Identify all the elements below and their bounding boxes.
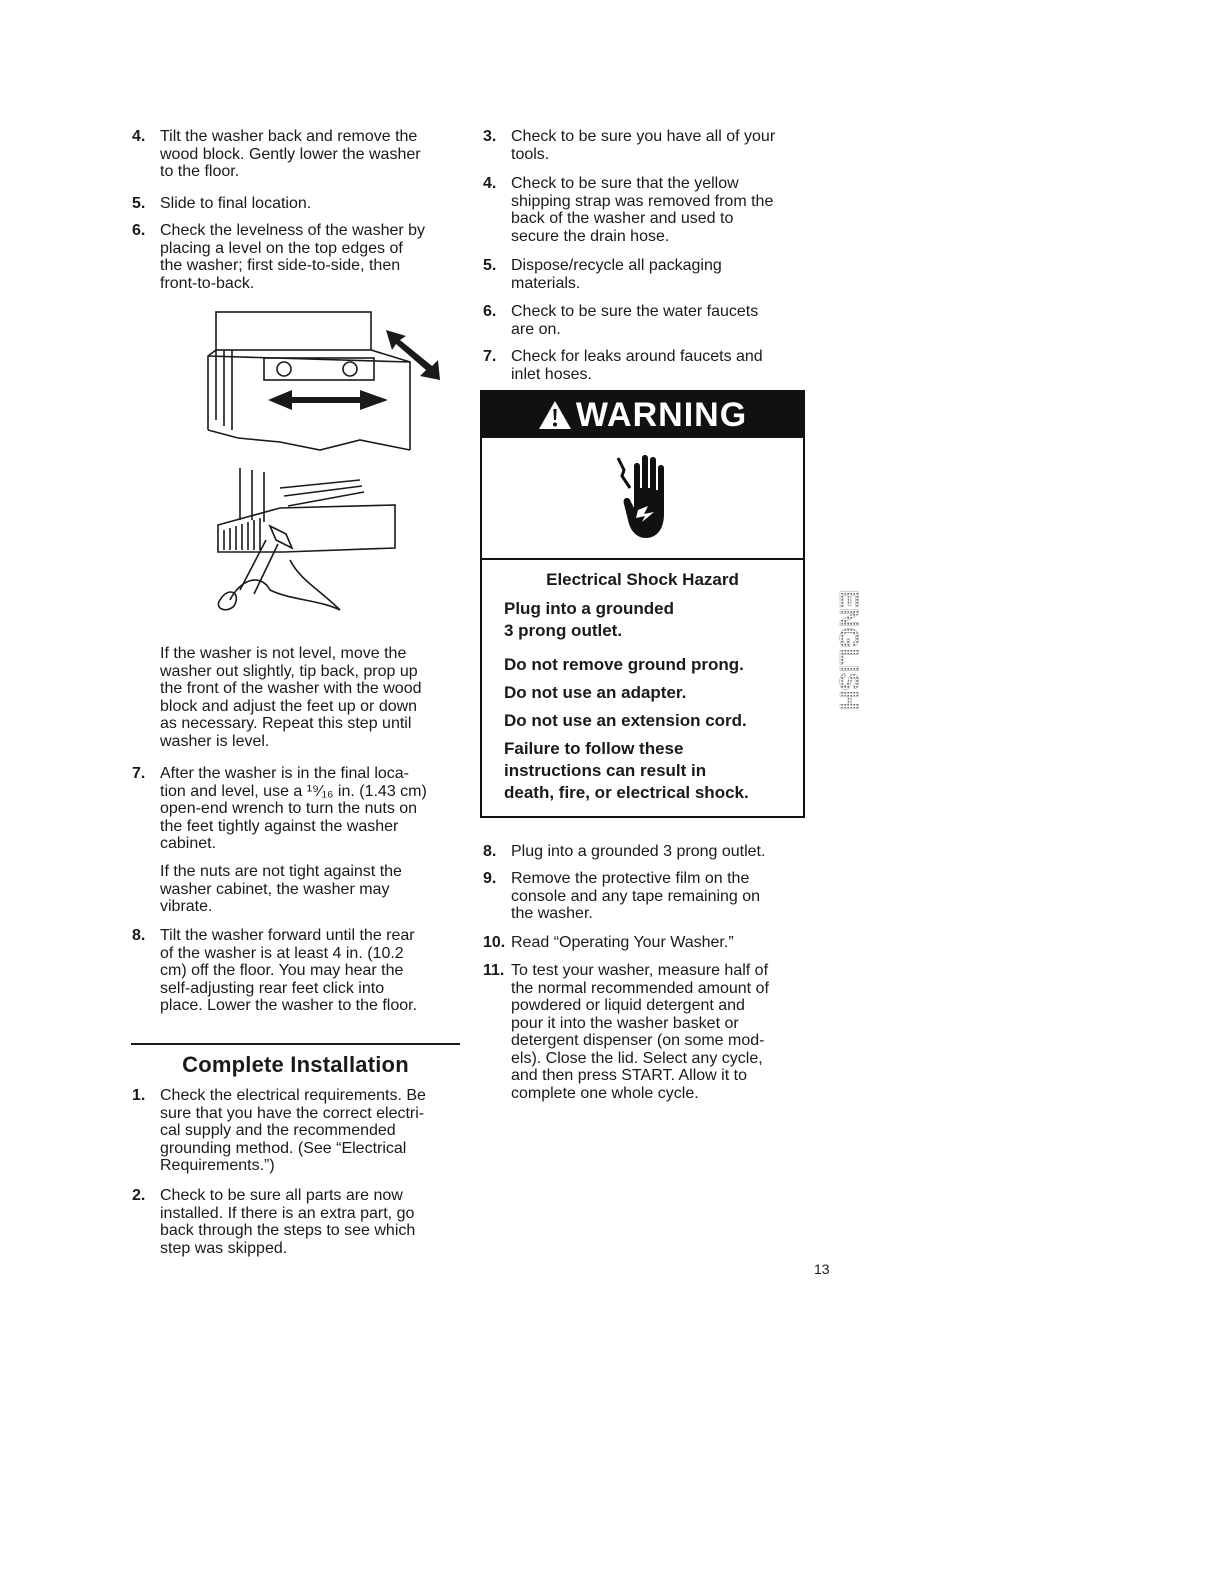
hazard-title: Electrical Shock Hazard [546,570,739,589]
right-step-9-protective-film: 9. Remove the protective film on the console and any tape remaining on the washer. [483,870,761,922]
step-8-tilt-forward: 8. Tilt the washer forward until the rear of the washer is at least 4 in. (10.2 cm) off the floor. You may hear the self-adjusting rear feet click into place. Lower the washer to the floor. [132,927,418,1014]
warning-header-text: WARNING [575,395,748,434]
page-number: 13 [814,1261,830,1277]
step-5-slide: 5. Slide to final location. [132,195,312,212]
step-7-tighten-nuts: 7. After the washer is in the final loca- tion and level, use a ¹⁹⁄₁₆ in. (1.43 cm) open-end wrench to turn the nuts on the feet tightly against the washer cabinet. [132,765,427,852]
warning-icon-area [482,438,803,560]
right-step-3-tools: 3. Check to be sure you have all of your tools. [483,128,776,163]
warning-line-extension-cord: Do not use an extension cord. [504,711,747,730]
right-step-6-faucets: 6. Check to be sure the water faucets are on. [483,303,759,338]
warning-triangle-icon [538,400,572,430]
complete-step-2-parts: 2. Check to be sure all parts are now installed. If there is an extra part, go back through the steps to see which step was skipped. [132,1187,416,1257]
section-divider [131,1043,460,1045]
right-step-8-plug: 8. Plug into a grounded 3 prong outlet. [483,843,766,860]
complete-step-1-electrical: 1. Check the electrical requirements. Be sure that you have the correct electri- cal supply and the recommended grounding method. (See “Electrical Requirements.”) [132,1087,426,1174]
right-step-4-shipping-strap: 4. Check to be sure that the yellow shipping strap was removed from the back of the washer and used to secure the drain hose. [483,175,774,245]
right-step-7-leaks: 7. Check for leaks around faucets and inlet hoses. [483,348,763,383]
section-heading-complete-installation: Complete Installation [182,1052,409,1077]
warning-line-failure: Failure to follow these instructions can result in death, fire, or electrical shock. [504,739,749,802]
washer-leveling-illustration [200,300,460,640]
warning-line-grounded: Plug into a grounded 3 prong outlet. [504,599,674,640]
electrical-shock-hand-icon [612,452,682,548]
nuts-note: If the nuts are not tight against the washer cabinet, the washer may vibrate. [160,863,402,915]
level-note: If the washer is not level, move the washer out slightly, tip back, prop up the front of the washer with the wood block and adjust the feet up or down as necessary. Repeat this step until washer is level. [160,645,422,750]
warning-line-ground-prong: Do not remove ground prong. [504,655,744,674]
side-tab-label: ENGLISH [834,590,864,711]
warning-line-adapter: Do not use an adapter. [504,683,687,702]
electrical-shock-warning-box [480,390,805,818]
step-6-levelness: 6. Check the levelness of the washer by placing a level on the top edges of the washer; first side-to-side, then front-to-back. [132,222,426,292]
right-step-5-dispose: 5. Dispose/recycle all packaging materials. [483,257,722,292]
step-4-tilt-back: 4. Tilt the washer back and remove the wood block. Gently lower the washer to the floor. [132,128,421,180]
right-step-11-test: 11. To test your washer, measure half of the normal recommended amount of powdered or liquid detergent and pour it into the washer basket or detergent dispenser (on some mod- els). Close the lid. Select any cycle, and then press START. Allow it to complete one whole cycle. [483,962,769,1102]
warning-header [482,392,803,438]
right-step-10-read: 10. Read “Operating Your Washer.” [483,934,734,951]
language-side-tab [818,590,864,770]
